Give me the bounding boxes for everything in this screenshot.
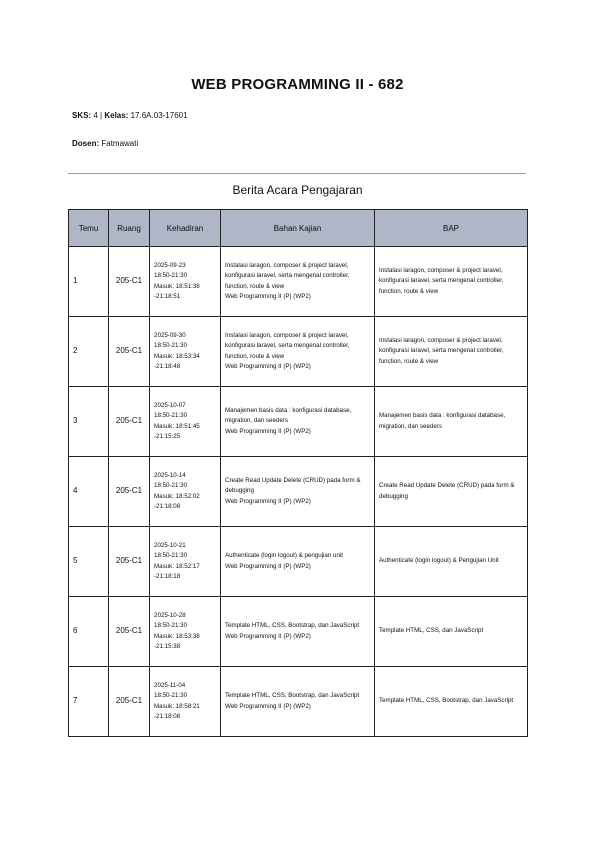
- divider: [68, 173, 526, 174]
- kehadiran-line: -21:18:48: [154, 362, 181, 370]
- kelas-label: Kelas:: [104, 111, 129, 120]
- cell-temu: 7: [69, 667, 109, 737]
- kehadiran-line: 18:50-21:30: [154, 412, 188, 420]
- cell-bahan-kajian: [221, 387, 375, 457]
- cell-ruang: 205-C1: [109, 597, 150, 667]
- kehadiran-line: 2025-10-28: [154, 611, 186, 619]
- cell-bap: [375, 527, 528, 597]
- bahan-line: Create Read Update Delete (CRUD) pada form & debugging: [225, 477, 361, 495]
- kehadiran-line: 18:50-21:30: [154, 342, 188, 350]
- kehadiran-line: 2025-10-07: [154, 401, 186, 409]
- bahan-line: Web Programming II (P) (WP2): [225, 427, 311, 435]
- table-row: [69, 247, 528, 317]
- bap-line: Manajemen basis data : konfigurasi database, migration, dan seeders: [379, 412, 506, 430]
- cell-ruang: 205-C1: [109, 457, 150, 527]
- kehadiran-line: Masuk: 18:53:34: [154, 352, 200, 360]
- bahan-line: Web Programming II (P) (WP2): [225, 497, 311, 505]
- kehadiran-line: -21:15:25: [154, 432, 181, 440]
- kehadiran-line: Masuk: 18:51:45: [154, 422, 200, 430]
- dosen-value: Fatmawati: [101, 139, 139, 148]
- kehadiran-line: 2025-11-04: [154, 681, 186, 689]
- bap-line: Instalasi laragon, composer & project laravel, konfigurasi laravel, serta mengenal controller, function, route & view: [379, 267, 504, 295]
- bap-line: Template HTML, CSS, dan JavaScript: [379, 627, 484, 635]
- kehadiran-line: 18:50-21:30: [154, 272, 188, 280]
- cell-bahan-kajian: [221, 527, 375, 597]
- table-row: [69, 457, 528, 527]
- section-title: Berita Acara Pengajaran: [232, 183, 363, 197]
- kehadiran-line: -21:18:18: [154, 572, 181, 580]
- kehadiran-line: Masuk: 18:53:38: [154, 632, 200, 640]
- course-info-line: [72, 111, 188, 120]
- cell-kehadiran: [150, 667, 221, 737]
- lecturer-line: [72, 139, 138, 148]
- cell-ruang: 205-C1: [109, 317, 150, 387]
- cell-ruang: 205-C1: [109, 387, 150, 457]
- kehadiran-line: Masuk: 18:51:38: [154, 282, 200, 290]
- kehadiran-line: 2025-10-21: [154, 541, 186, 549]
- bahan-line: Authenticate (login logout) & pengujian unit: [225, 552, 343, 560]
- cell-ruang: 205-C1: [109, 247, 150, 317]
- dosen-label: Dosen:: [72, 139, 100, 148]
- separator: |: [100, 111, 103, 120]
- kehadiran-line: 18:50-21:30: [154, 482, 188, 490]
- cell-temu: 1: [69, 247, 109, 317]
- table-row: [69, 387, 528, 457]
- cell-bahan-kajian: [221, 247, 375, 317]
- kehadiran-line: Masuk: 18:52:17: [154, 562, 200, 570]
- bahan-line: Instalasi laragon, composer & project laravel, konfigurasi laravel, serta mengenal controller, function, route & view: [225, 331, 350, 360]
- kehadiran-line: -21:18:08: [154, 502, 181, 510]
- cell-bap: [375, 597, 528, 667]
- table-row: [69, 597, 528, 667]
- cell-kehadiran: [150, 387, 221, 457]
- sks-label: SKS:: [72, 111, 92, 120]
- cell-bap: [375, 667, 528, 737]
- table-row: [69, 667, 528, 737]
- bap-line: Template HTML, CSS, Bootstrap, dan JavaScript: [379, 697, 514, 705]
- table-header-row: [69, 210, 528, 247]
- bahan-line: Instalasi laragon, composer & project laravel, konfigurasi laravel, serta mengenal controller, function, route & view: [225, 261, 350, 290]
- cell-kehadiran: [150, 317, 221, 387]
- col-header-temu: Temu: [69, 210, 109, 247]
- cell-bap: [375, 317, 528, 387]
- cell-bahan-kajian: [221, 597, 375, 667]
- kehadiran-line: Masuk: 18:52:02: [154, 492, 200, 500]
- bahan-line: Web Programming II (P) (WP2): [225, 632, 311, 640]
- cell-temu: 4: [69, 457, 109, 527]
- kehadiran-line: 18:50-21:30: [154, 622, 188, 630]
- cell-ruang: 205-C1: [109, 527, 150, 597]
- bap-table: [68, 209, 528, 737]
- bahan-line: Web Programming II (P) (WP2): [225, 292, 311, 300]
- bahan-line: Web Programming II (P) (WP2): [225, 362, 311, 370]
- cell-temu: 6: [69, 597, 109, 667]
- kehadiran-line: -21:18:51: [154, 292, 181, 300]
- bahan-line: Web Programming II (P) (WP2): [225, 702, 311, 710]
- cell-bahan-kajian: [221, 317, 375, 387]
- cell-kehadiran: [150, 527, 221, 597]
- bap-line: Create Read Update Delete (CRUD) pada form & debugging: [379, 482, 515, 500]
- cell-bap: [375, 457, 528, 527]
- cell-temu: 3: [69, 387, 109, 457]
- bap-line: Instalasi laragon, composer & project laravel, konfigurasi laravel, serta mengenal controller, function, route & view: [379, 337, 504, 365]
- cell-temu: 2: [69, 317, 109, 387]
- bahan-line: Template HTML, CSS, Bootstrap, dan JavaScript: [225, 622, 360, 630]
- bap-line: Authenticate (login logout) & Pengujian Unit: [379, 557, 499, 565]
- sks-value: 4: [93, 111, 98, 120]
- bahan-line: Web Programming II (P) (WP2): [225, 562, 311, 570]
- cell-kehadiran: [150, 457, 221, 527]
- col-header-kehadiran: Kehadiran: [150, 210, 221, 247]
- cell-bahan-kajian: [221, 667, 375, 737]
- cell-kehadiran: [150, 597, 221, 667]
- col-header-ruang: Ruang: [109, 210, 150, 247]
- kehadiran-line: Masuk: 18:58:21: [154, 702, 200, 710]
- kehadiran-line: -21:18:08: [154, 712, 181, 720]
- cell-temu: 5: [69, 527, 109, 597]
- col-header-bap: BAP: [375, 210, 528, 247]
- bahan-line: Template HTML, CSS, Bootstrap, dan JavaScript: [225, 692, 360, 700]
- col-header-bahan-kajian: Bahan Kajian: [221, 210, 375, 247]
- cell-kehadiran: [150, 247, 221, 317]
- kehadiran-line: 2025-10-14: [154, 471, 186, 479]
- kehadiran-line: 18:50-21:30: [154, 692, 188, 700]
- kelas-value: 17.6A.03-17601: [130, 111, 188, 120]
- cell-ruang: 205-C1: [109, 667, 150, 737]
- cell-bap: [375, 247, 528, 317]
- table-body: [69, 247, 528, 737]
- table-row: [69, 527, 528, 597]
- kehadiran-line: 2025-09-23: [154, 261, 186, 269]
- cell-bap: [375, 387, 528, 457]
- kehadiran-line: 18:50-21:30: [154, 552, 188, 560]
- table-row: [69, 317, 528, 387]
- page-title: WEB PROGRAMMING II - 682: [191, 76, 404, 93]
- bahan-line: Manajemen basis data : konfigurasi database, migration, dan seeders: [225, 407, 352, 425]
- kehadiran-line: -21:15:38: [154, 642, 181, 650]
- cell-bahan-kajian: [221, 457, 375, 527]
- kehadiran-line: 2025-09-30: [154, 331, 186, 339]
